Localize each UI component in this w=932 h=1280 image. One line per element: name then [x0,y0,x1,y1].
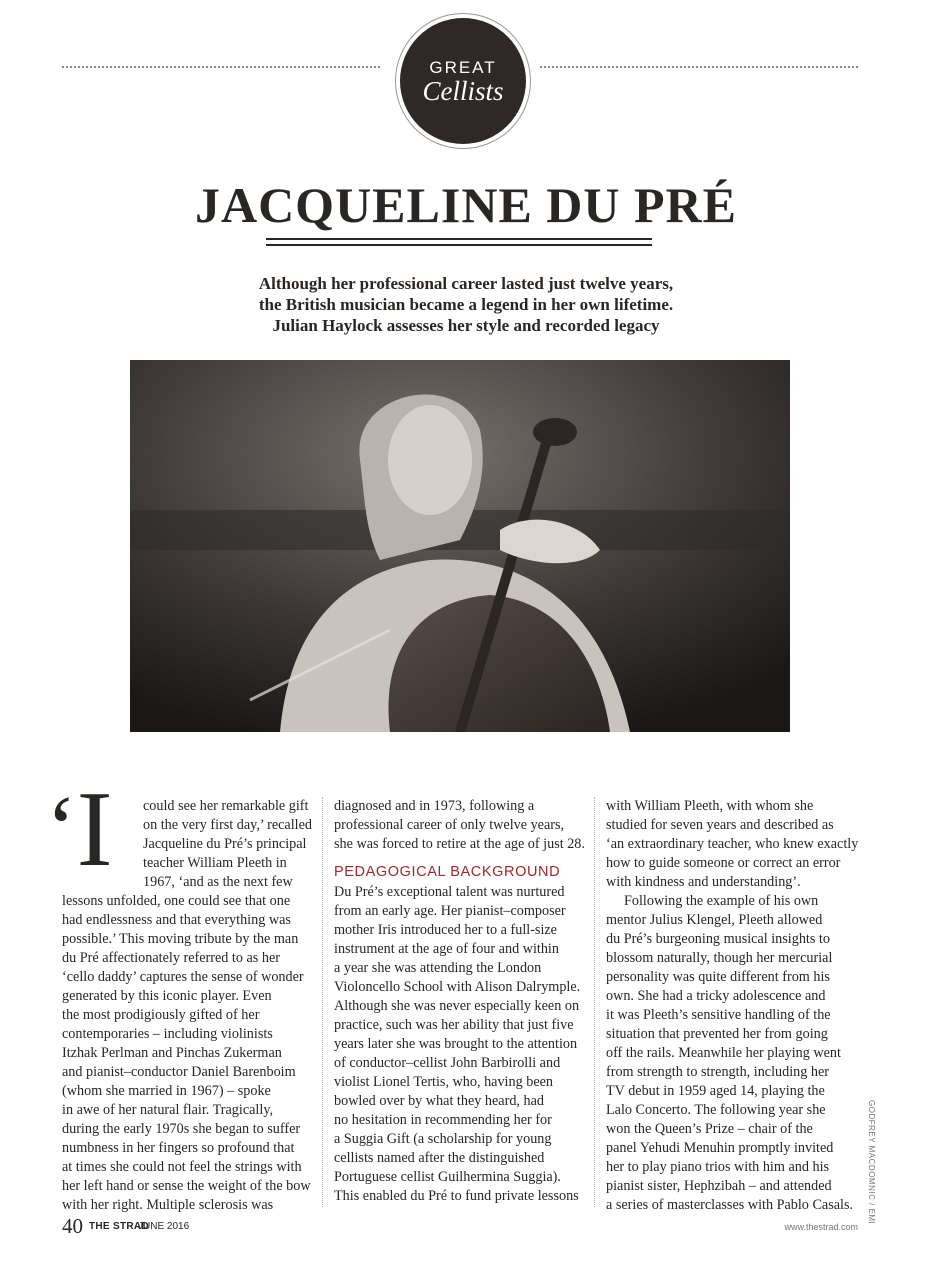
photo-credit: GODFREY MACDOMNIC / EMI [867,1100,876,1225]
body-line: pianist sister, Hephzibah – and attended [606,1178,832,1194]
standfirst-line: Julian Haylock assesses her style and recorded legacy [272,316,660,335]
section-subheading: PEDAGOGICAL BACKGROUND [334,864,561,880]
body-line: instrument at the age of four and within [334,941,559,957]
body-line: with kindness and understanding’. [606,874,801,890]
body-line: from an early age. Her pianist–composer [334,903,566,919]
body-column-2 [334,797,592,1206]
section-badge [400,18,526,144]
body-line: TV debut in 1959 aged 14, playing the [606,1083,825,1099]
body-line: studied for seven years and described as [606,817,834,833]
body-line: situation that prevented her from going [606,1026,828,1042]
body-line: generated by this iconic player. Even [62,988,272,1004]
body-line: own. She had a tricky adolescence and [606,988,826,1004]
body-line: years later she was brought to the attention [334,1036,578,1052]
body-line: 1967, ‘and as the next few [143,874,293,890]
body-line: blossom naturally, though her mercurial [606,950,833,966]
body-line: how to guide someone or correct an error [606,855,841,871]
body-line: in awe of her natural flair. Tragically, [62,1102,274,1118]
badge-top-text: GREAT [429,58,497,77]
body-line: Du Pré’s exceptional talent was nurtured [334,884,565,900]
body-line: with William Pleeth, with whom she [606,798,814,814]
body-line: possible.’ This moving tribute by the man [62,931,299,947]
body-line: off the rails. Meanwhile her playing went [606,1045,841,1061]
body-line: with her right. Multiple sclerosis was [62,1197,274,1213]
body-line: panel Yehudi Menuhin promptly invited [606,1140,834,1156]
title-rule-top [266,238,652,240]
badge-bottom-text: Cellists [422,76,504,106]
magazine-name: THE STRAD [89,1221,149,1232]
body-line: Violoncello School with Alison Dalrymple. [334,979,581,995]
body-line: Lalo Concerto. The following year she [606,1102,826,1118]
body-line: du Pré’s burgeoning musical insights to [606,931,830,947]
body-line: diagnosed and in 1973, following a [334,798,535,814]
body-line: her to play piano trios with him and his [606,1159,830,1175]
drop-cap-letter: I [76,770,113,889]
body-line: numbness in her fingers so profound that [62,1140,295,1156]
body-column-1 [62,797,320,1215]
body-line: won the Queen’s Prize – chair of the [606,1121,813,1137]
body-line: a year she was attending the London [334,960,542,976]
body-line: Following the example of his own [624,893,819,909]
body-line: a Suggia Gift (a scholarship for young [334,1131,552,1147]
body-line: no hesitation in recommending her for [334,1112,552,1128]
body-line: violist Lionel Tertis, who, having been [334,1074,554,1090]
body-line: her left hand or sense the weight of the bow [62,1178,311,1194]
body-line: personality was quite different from his [606,969,830,985]
body-line: on the very first day,’ recalled [143,817,312,833]
body-line: lessons unfolded, one could see that one [62,893,291,909]
body-line: during the early 1970s she began to suffer [62,1121,301,1137]
title-rule-bottom [266,244,652,246]
body-line: mentor Julius Klengel, Pleeth allowed [606,912,823,928]
body-line: (whom she married in 1967) – spoke [62,1083,271,1099]
column-divider [322,797,323,1207]
standfirst-line: Although her professional career lasted just twelve years, [258,274,674,293]
body-line: it was Pleeth’s sensitive handling of the [606,1007,831,1023]
body-line: had endlessness and that everything was [62,912,291,928]
body-line: at times she could not feel the strings with [62,1159,302,1175]
body-line: and pianist–conductor Daniel Barenboim [62,1064,296,1080]
body-line: This enabled du Pré to fund private lessons [334,1188,579,1204]
body-line: could see her remarkable gift [143,798,309,814]
standfirst [140,273,792,336]
body-line: contemporaries – including violinists [62,1026,273,1042]
drop-cap-quote: ‘ [46,777,77,879]
body-line: ‘cello daddy’ captures the sense of wonder [62,969,304,985]
column-divider [594,797,595,1207]
body-line: Although she was never especially keen on [334,998,580,1014]
body-line: of conductor–cellist John Barbirolli and [334,1055,561,1071]
body-line: mother Iris introduced her to a full-size [334,922,557,938]
body-line: teacher William Pleeth in [143,855,287,871]
website-url: www.thestrad.com [784,1222,858,1232]
body-line: Portuguese cellist Guilhermina Suggia). [334,1169,561,1185]
body-line: practice, such was her ability that just five [334,1017,574,1033]
body-line: ‘an extraordinary teacher, who knew exactly [606,836,859,852]
body-column-3 [606,797,864,1215]
body-line: cellists named after the distinguished [334,1150,545,1166]
body-line: Jacqueline du Pré’s principal [143,836,307,852]
header-dotted-rule-right [540,66,858,68]
issue-date: JUNE 2016 [138,1221,190,1232]
body-line: bowled over by what they heard, had [334,1093,544,1109]
body-line: Itzhak Perlman and Pinchas Zukerman [62,1045,282,1061]
page-number: 40 [62,1214,83,1238]
body-line: from strength to strength, including her [606,1064,830,1080]
article-title: JACQUELINE DU PRÉ [194,177,738,233]
hero-photo [130,360,790,732]
body-line: the most prodigiously gifted of her [62,1007,260,1023]
body-line: she was forced to retire at the age of just 28. [334,836,585,852]
body-line: a series of masterclasses with Pablo Casals. [606,1197,854,1213]
header-dotted-rule-left [62,66,380,68]
standfirst-line: the British musician became a legend in her own lifetime. [258,295,674,314]
body-line: professional career of only twelve years, [334,817,565,833]
body-line: du Pré affectionately referred to as her [62,950,280,966]
